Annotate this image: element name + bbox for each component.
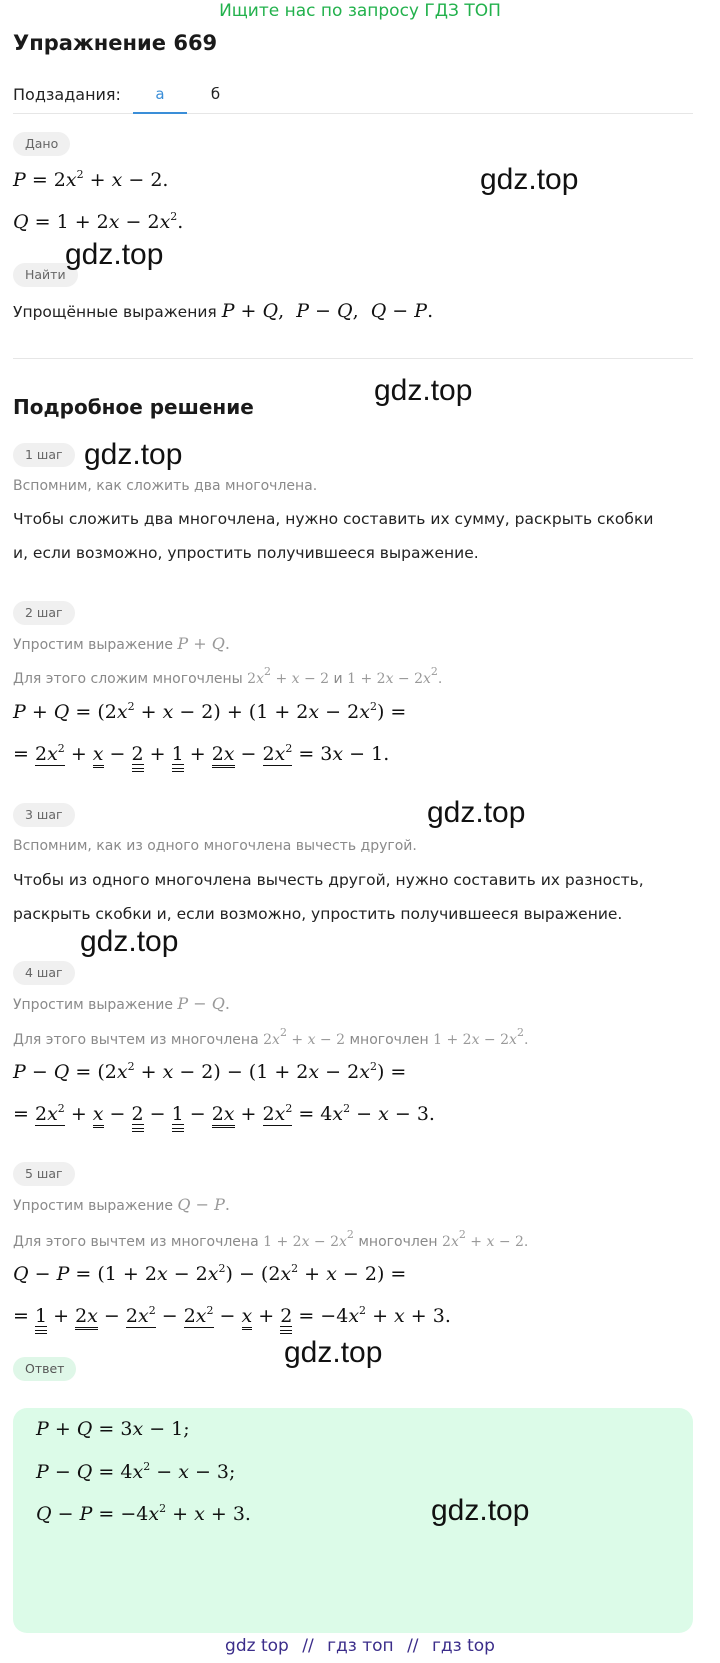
footer-separator: // [407,1636,419,1656]
step1-badge: 1 шаг [13,443,75,467]
step3-line1: Чтобы из одного многочлена вычесть другой, нужно составить их разность, [13,871,644,889]
step4-hint2: Для этого вычтем из многочлена $2x^2 + x - 2$ многочлен $1 + 2x - 2x^2$. [13,1026,529,1048]
step2-badge: 2 шаг [13,601,75,625]
step1-line1: Чтобы сложить два многочлена, нужно составить их сумму, раскрыть скобки [13,510,654,528]
step4-hint: Упростим выражение P − Q. [13,994,230,1013]
watermark: gdz.top [427,796,526,829]
step2-eq2: = $2x^2 + x - 2 + 1 + 2x - 2x^2 = 3x - 1$. [13,742,389,765]
step5-hint: Упростим выражение Q − P. [13,1195,230,1214]
find-text: Упрощённые выражения P + Q, P − Q, Q − P. [13,300,434,322]
watermark: gdz.top [84,438,183,471]
top-banner[interactable]: Ищите нас по запросу ГДЗ ТОП [219,1,501,21]
given-q: $Q = 1 + 2x - 2x^2$. [13,210,184,233]
step2-hint2: Для этого сложим многочлены $2x^2 + x - 2$ и $1 + 2x - 2x^2$. [13,665,443,687]
page-title: Упражнение 669 [13,31,218,55]
footer-separator: // [302,1636,314,1656]
step2-eq1: $P + Q = (2x^2 + x - 2) + (1 + 2x - 2x^2)$ = [13,700,407,723]
step3-hint: Вспомним, как из одного многочлена вычесть другой. [13,838,417,854]
watermark: gdz.top [431,1494,530,1527]
watermark: gdz.top [374,374,473,407]
footer-link-2[interactable]: гдз топ [327,1636,394,1656]
answer-line3: $Q - P = -4x^2 + x + 3$. [36,1502,251,1525]
step5-badge: 5 шаг [13,1162,75,1186]
tab-a[interactable]: а [133,85,187,114]
watermark: gdz.top [480,163,579,196]
step1-line2: и, если возможно, упростить получившееся выражение. [13,544,479,562]
given-badge: Дано [13,132,70,156]
step5-eq2: = $1 + 2x - 2x^2 - 2x^2 - x + 2 = -4x^2 + x + 3$. [13,1304,451,1327]
step1-hint: Вспомним, как сложить два многочлена. [13,478,318,494]
step3-badge: 3 шаг [13,803,75,827]
footer-link-3[interactable]: гдз top [431,1636,495,1656]
subtasks-label: Подзадания: [13,85,121,104]
step5-hint2: Для этого вычтем из многочлена $1 + 2x - 2x^2$ многочлен $2x^2 + x - 2$. [13,1228,529,1250]
answer-line2: $P - Q = 4x^2 - x - 3$; [36,1460,236,1483]
step4-badge: 4 шаг [13,961,75,985]
footer [0,1636,720,1656]
subtasks-bar [13,80,693,114]
watermark: gdz.top [80,925,179,958]
footer-link-1[interactable]: gdz top [225,1636,289,1656]
divider [13,358,693,359]
watermark: gdz.top [284,1336,383,1369]
step4-eq1: $P - Q = (2x^2 + x - 2) - (1 + 2x - 2x^2)$ = [13,1060,407,1083]
given-p: $P = 2x^2 + x - 2$. [13,168,169,191]
solution-title: Подробное решение [13,395,254,419]
step3-line2: раскрыть скобки и, если возможно, упростить получившееся выражение. [13,905,623,923]
tab-b[interactable]: б [210,85,221,103]
step5-eq1: $Q - P = (1 + 2x - 2x^2) - (2x^2 + x - 2)$ = [13,1262,407,1285]
step2-hint: Упростим выражение P + Q. [13,634,230,653]
step4-eq2: = $2x^2 + x - 2 - 1 - 2x + 2x^2 = 4x^2 - x - 3$. [13,1102,435,1125]
watermark: gdz.top [65,238,164,271]
answer-line1: P + Q = 3x − 1; [36,1418,190,1440]
answer-badge: Ответ [13,1357,76,1381]
find-badge: Найти [13,263,78,287]
